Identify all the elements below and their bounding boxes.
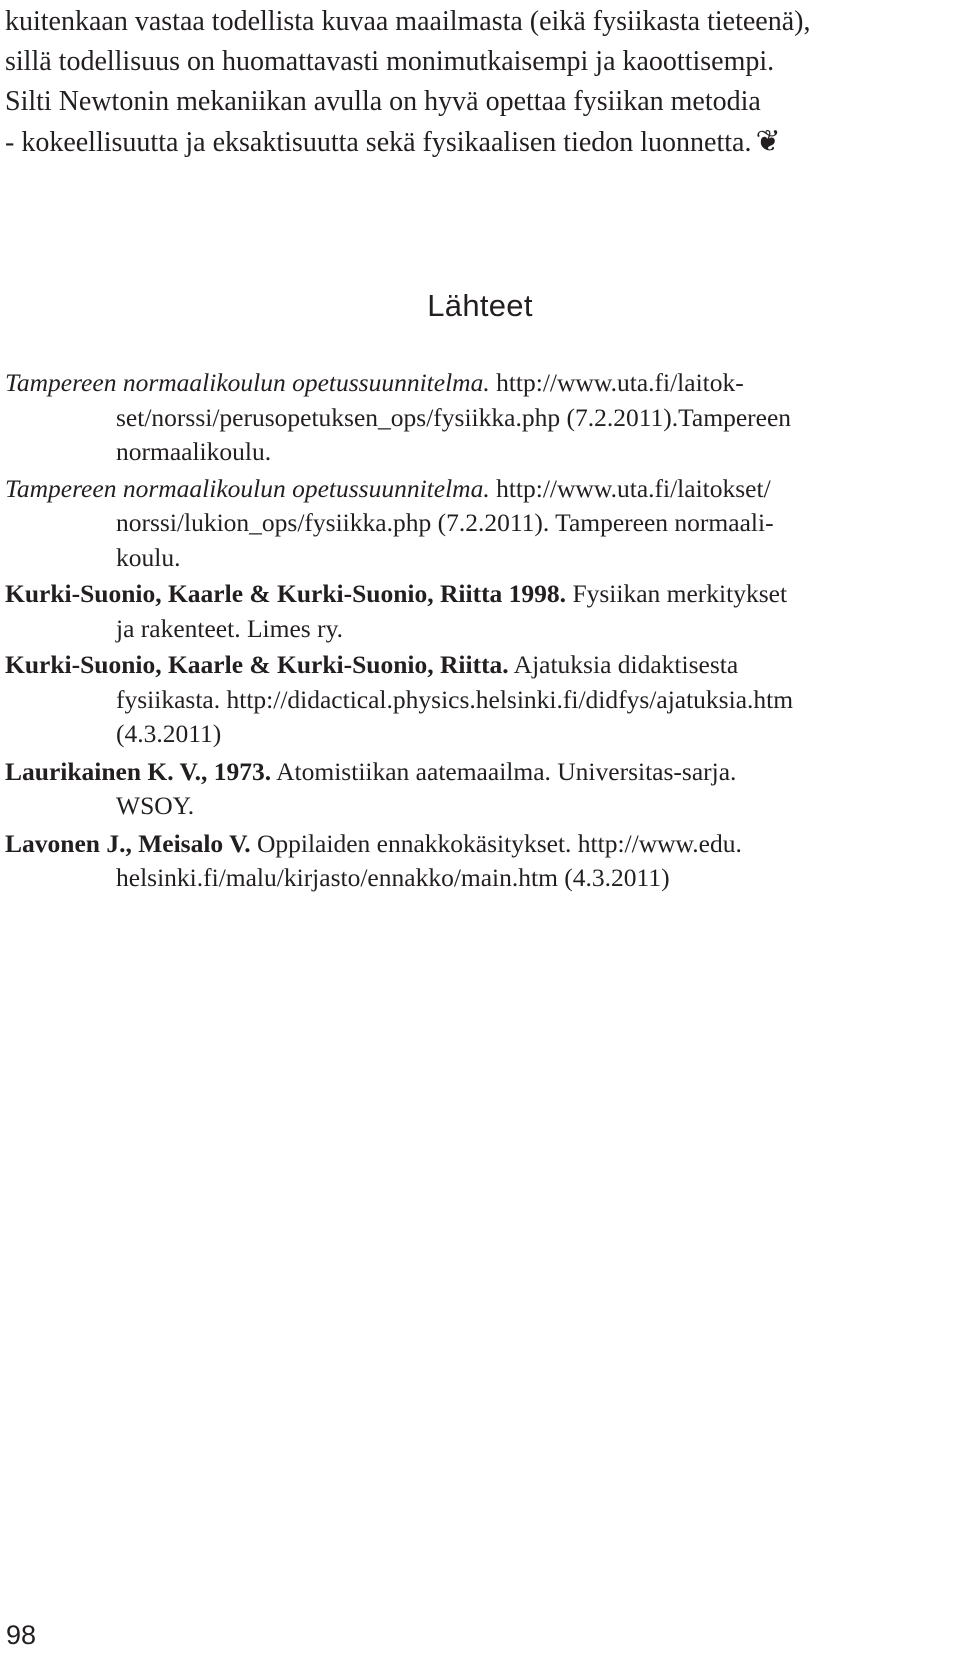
reference-item — [5, 472, 955, 576]
fleuron-icon: ❦ — [755, 125, 781, 158]
reference-line: helsinki.fi/malu/kirjasto/ennakko/main.htm (4.3.2011) — [116, 863, 670, 892]
reference-item — [5, 755, 955, 824]
reference-title: Tampereen normaalikoulun opetussuunnitelma. — [5, 473, 490, 503]
body-line — [5, 122, 955, 163]
reference-line: set/norssi/perusopetuksen_ops/fysiikka.php (7.2.2011).Tampereen — [116, 402, 792, 432]
reference-text: http://www.uta.fi/laitokset/ — [489, 473, 771, 503]
reference-item — [5, 366, 955, 470]
reference-line — [5, 648, 955, 683]
reference-line: ja rakenteet. Limes ry. — [116, 613, 344, 643]
reference-line — [5, 472, 955, 507]
reference-line: fysiikasta. http://didactical.physics.helsinki.fi/didfys/ajatuksia.htm — [116, 684, 794, 714]
reference-title: Tampereen normaalikoulun opetussuunnitelma. — [5, 368, 490, 397]
reference-line: norssi/lukion_ops/fysiikka.php (7.2.2011). Tampereen normaali- — [116, 508, 774, 537]
reference-item — [5, 648, 955, 752]
reference-text: Fysiikan merkitykset — [566, 579, 788, 608]
reference-item — [5, 827, 955, 896]
body-line: kuitenkaan vastaa todellista kuvaa maailmasta (eikä fysiikasta tieteenä), — [5, 6, 811, 37]
reference-item — [5, 577, 955, 646]
reference-text: Ajatuksia didaktisesta — [508, 650, 739, 679]
reference-text: Oppilaiden ennakkokäsitykset. http://www.edu. — [250, 828, 742, 858]
reference-line: WSOY. — [116, 791, 195, 820]
reference-line — [5, 366, 955, 401]
reference-author: Lavonen J., Meisalo V. — [5, 828, 251, 858]
body-line: Silti Newtonin mekaniikan avulla on hyvä opettaa fysiikan metodia — [5, 86, 761, 117]
reference-text: http://www.uta.fi/laitok- — [489, 368, 744, 397]
reference-line: normaalikoulu. — [116, 437, 272, 466]
reference-author: Kurki-Suonio, Kaarle & Kurki-Suonio, Riitta. — [5, 650, 509, 679]
reference-line — [5, 577, 955, 612]
body-line: sillä todellisuus on huomattavasti monimutkaisempi ja kaoottisempi. — [5, 46, 775, 77]
reference-line: koulu. — [116, 542, 181, 572]
reference-line — [5, 827, 955, 862]
reference-text: Atomistiikan aatemaailma. Universitas-sarja. — [271, 756, 737, 786]
body-paragraph — [5, 2, 955, 163]
reference-line: (4.3.2011) — [116, 719, 222, 748]
reference-author: Laurikainen K. V., 1973. — [5, 756, 272, 786]
reference-line — [5, 755, 955, 790]
section-heading: Lähteet — [427, 288, 533, 323]
reference-list — [5, 366, 955, 896]
page-number: 98 — [6, 1620, 37, 1650]
reference-author: Kurki-Suonio, Kaarle & Kurki-Suonio, Riitta 1998. — [5, 579, 567, 608]
body-line-text: - kokeellisuutta ja eksaktisuutta sekä fysikaalisen tiedon luonnetta. — [5, 127, 752, 158]
